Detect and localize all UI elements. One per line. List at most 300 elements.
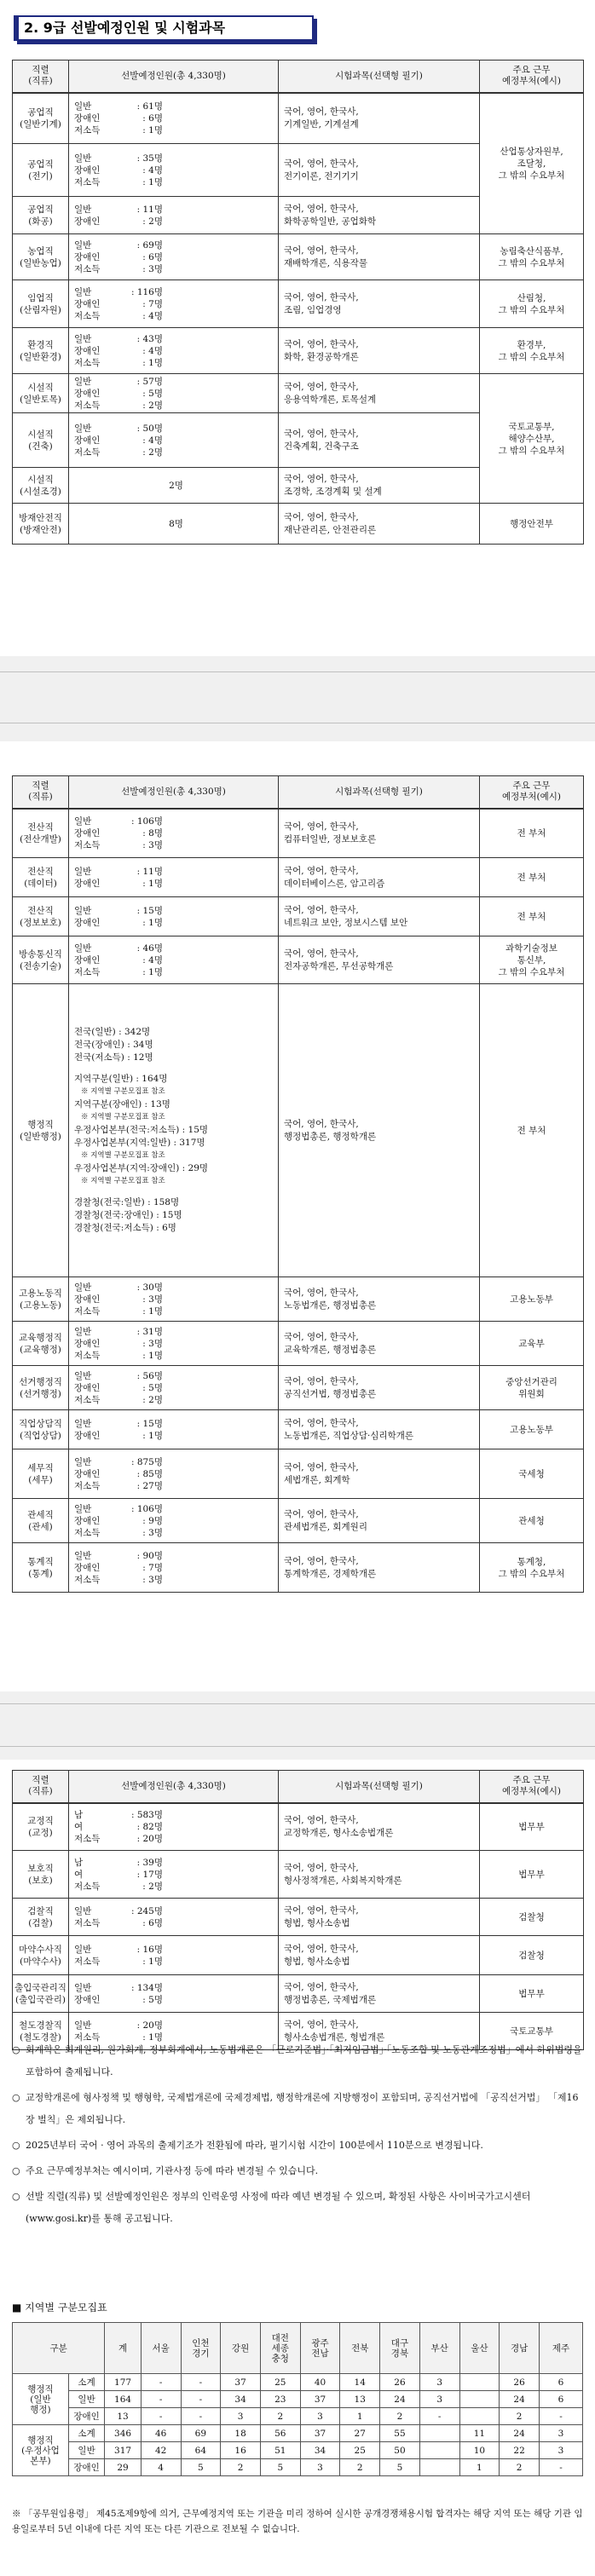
subjects-cell: 국어, 영어, 한국사, 형법, 형사소송법 bbox=[279, 1936, 480, 1975]
quota-line: 지역구분(일반) : 164명 bbox=[74, 1074, 168, 1084]
region-value: - bbox=[141, 2391, 181, 2408]
quota-label: 일반 bbox=[74, 815, 92, 827]
header-quota: 선발예정인원(총 4,330명) bbox=[69, 61, 279, 93]
region-value: - bbox=[539, 2408, 582, 2425]
table-row bbox=[13, 1851, 584, 1899]
quota-count: : 1명 bbox=[142, 878, 163, 889]
region-value: 37 bbox=[300, 2391, 340, 2408]
quota-label: 일반 bbox=[74, 1905, 92, 1916]
region-value: 4 bbox=[141, 2459, 181, 2476]
note-item bbox=[12, 2135, 583, 2157]
subjects-cell: 국어, 영어, 한국사, 행정법총론, 행정학개론 bbox=[279, 984, 480, 1277]
quota-line bbox=[74, 1821, 278, 1833]
quota-line bbox=[74, 1527, 278, 1539]
quota-count: : 875명 bbox=[130, 1456, 163, 1467]
region-value bbox=[419, 2459, 459, 2476]
bullet-icon: ○ bbox=[12, 2092, 20, 2103]
region-value: 25 bbox=[340, 2442, 380, 2459]
region-value: 51 bbox=[260, 2442, 300, 2459]
region-value: - bbox=[141, 2408, 181, 2425]
job-cell: 시설직 (시설조경) bbox=[13, 468, 69, 504]
org-cell: 교육부 bbox=[480, 1322, 584, 1366]
bullet-icon: ○ bbox=[12, 2044, 20, 2055]
job-cell: 보호직 (보호) bbox=[13, 1851, 69, 1899]
org-cell: 전 부처 bbox=[480, 809, 584, 858]
quota-line bbox=[74, 1857, 278, 1869]
region-value: 5 bbox=[260, 2459, 300, 2476]
quota-cell bbox=[69, 809, 279, 858]
job-cell: 공업직 (일반기계) bbox=[13, 93, 69, 144]
quota-count: : 6명 bbox=[142, 112, 163, 124]
region-type: 일반 bbox=[68, 2391, 104, 2408]
table-row bbox=[13, 1366, 584, 1410]
subjects-cell: 국어, 영어, 한국사, 화학, 환경공학개론 bbox=[279, 328, 480, 374]
subjects-cell: 국어, 영어, 한국사, 통계학개론, 경제학개론 bbox=[279, 1543, 480, 1593]
quota-note: ※ 지역별 구분모집표 참조 bbox=[81, 1087, 165, 1096]
bullet-icon: ○ bbox=[12, 2140, 20, 2151]
quota-line bbox=[74, 357, 278, 369]
quota-line bbox=[74, 423, 278, 435]
quota-cell bbox=[69, 144, 279, 197]
quota-label: 장애인 bbox=[74, 1994, 101, 2005]
subjects-cell: 국어, 영어, 한국사, 조경학, 조경계획 및 설계 bbox=[279, 468, 480, 504]
quota-cell bbox=[69, 504, 279, 545]
region-value: 16 bbox=[221, 2442, 261, 2459]
org-cell: 국세청 bbox=[480, 1449, 584, 1499]
quota-label: 저소득 bbox=[74, 1305, 101, 1317]
table-row bbox=[13, 1803, 584, 1851]
quota-label: 저소득 bbox=[74, 1917, 101, 1928]
note-text: 교정학개론에 형사정책 및 행형학, 국제법개론에 국제경제법, 행정학개론에 지방행정이 포함되며, 공직선거법에 「공직선거법」 「제16장 벌칙」은 제외됩니다. bbox=[26, 2092, 579, 2125]
quota-cell bbox=[69, 197, 279, 234]
quota-count: : 116명 bbox=[130, 286, 163, 297]
quota-cell bbox=[69, 984, 279, 1277]
job-cell: 임업직 (산림자원) bbox=[13, 280, 69, 328]
quota-line bbox=[74, 251, 278, 263]
subjects-cell: 국어, 영어, 한국사, 기계일반, 기계설계 bbox=[279, 93, 480, 144]
region-value: 3 bbox=[419, 2391, 459, 2408]
quota-label: 장애인 bbox=[74, 1382, 101, 1393]
region-value: 3 bbox=[539, 2425, 582, 2442]
quota-cell bbox=[69, 93, 279, 144]
quota-line bbox=[74, 1833, 278, 1845]
quota-cell bbox=[69, 1543, 279, 1593]
table-row bbox=[13, 280, 584, 328]
quota-count: : 4명 bbox=[142, 164, 163, 176]
quota-line bbox=[74, 333, 278, 345]
quota-line bbox=[74, 388, 278, 400]
region-header: 제주 bbox=[539, 2323, 582, 2374]
quota-count: : 1명 bbox=[142, 917, 163, 928]
quota-count: : 583명 bbox=[130, 1809, 163, 1820]
note-item bbox=[12, 2160, 583, 2182]
quota-line bbox=[74, 1430, 278, 1442]
job-cell: 철도경찰직 (철도경찰) bbox=[13, 2013, 69, 2050]
notes-list bbox=[12, 2039, 583, 2233]
quota-line bbox=[74, 1338, 278, 1350]
quota-line bbox=[74, 1956, 278, 1968]
quota-line bbox=[74, 1550, 278, 1562]
quota-line bbox=[74, 966, 278, 978]
quota-line: 우정사업본부(지역:일반) : 317명 bbox=[74, 1138, 205, 1148]
quota-count: : 245명 bbox=[130, 1905, 163, 1916]
quota-line bbox=[74, 112, 278, 124]
region-value: 2 bbox=[340, 2459, 380, 2476]
quota-label: 일반 bbox=[74, 239, 92, 251]
quota-label: 저소득 bbox=[74, 1881, 101, 1892]
subjects-cell: 국어, 영어, 한국사, 형사소송법개론, 형법개론 bbox=[279, 2013, 480, 2050]
header-subjects: 시험과목(선택형 필기) bbox=[279, 61, 480, 93]
quota-count: : 30명 bbox=[136, 1282, 163, 1293]
region-value: 34 bbox=[221, 2391, 261, 2408]
region-row bbox=[13, 2442, 583, 2459]
org-cell: 전 부처 bbox=[480, 858, 584, 897]
job-cell: 선거행정직 (선거행정) bbox=[13, 1366, 69, 1410]
region-header: 광주 전남 bbox=[300, 2323, 340, 2374]
quota-label: 일반 bbox=[74, 1944, 92, 1955]
region-row bbox=[13, 2408, 583, 2425]
quota-count: : 15명 bbox=[136, 1418, 163, 1429]
org-cell: 산림청, 그 밖의 수요부처 bbox=[480, 280, 584, 328]
region-group: 행정직 (우정사업 본부) bbox=[13, 2425, 69, 2476]
region-value: 2 bbox=[221, 2459, 261, 2476]
region-value: 55 bbox=[380, 2425, 420, 2442]
quota-label: 남 bbox=[74, 1809, 84, 1820]
quota-label: 저소득 bbox=[74, 357, 101, 368]
quota-label: 저소득 bbox=[74, 124, 101, 135]
region-value bbox=[459, 2408, 500, 2425]
note-item bbox=[12, 2039, 583, 2083]
region-value: 37 bbox=[300, 2425, 340, 2442]
page-2 bbox=[0, 741, 595, 1691]
quota-line bbox=[74, 1370, 278, 1382]
quota-line bbox=[74, 263, 278, 275]
job-cell: 방송통신직 (전송기술) bbox=[13, 936, 69, 984]
job-cell: 전산직 (정보보호) bbox=[13, 897, 69, 936]
quota-line: 경찰청(전국:일반) : 158명 bbox=[74, 1197, 180, 1207]
region-value: 34 bbox=[300, 2442, 340, 2459]
job-cell: 환경직 (일반환경) bbox=[13, 328, 69, 374]
org-cell: 고용노동부 bbox=[480, 1277, 584, 1322]
quota-count: : 2명 bbox=[142, 400, 163, 411]
subjects-cell: 국어, 영어, 한국사, 노동법개론, 행정법총론 bbox=[279, 1277, 480, 1322]
org-cell: 통계청, 그 밖의 수요부처 bbox=[480, 1543, 584, 1593]
quota-line bbox=[74, 1294, 278, 1305]
table-row bbox=[13, 1322, 584, 1366]
region-value: 18 bbox=[221, 2425, 261, 2442]
region-type: 장애인 bbox=[68, 2459, 104, 2476]
quota-count: : 90명 bbox=[136, 1550, 163, 1561]
quota-line bbox=[74, 435, 278, 447]
quota-count: : 11명 bbox=[136, 866, 163, 877]
region-header: 울산 bbox=[459, 2323, 500, 2374]
quota-count: : 2명 bbox=[142, 447, 163, 458]
quota-line bbox=[74, 400, 278, 412]
quota-cell bbox=[69, 897, 279, 936]
quota-label: 저소득 bbox=[74, 839, 101, 850]
quota-line bbox=[74, 1468, 278, 1480]
region-value: 42 bbox=[141, 2442, 181, 2459]
subjects-cell: 국어, 영어, 한국사, 조림, 임업경영 bbox=[279, 280, 480, 328]
quota-count: : 1명 bbox=[142, 1350, 163, 1361]
quota-count: : 134명 bbox=[130, 1982, 163, 1993]
quota-label: 일반 bbox=[74, 1370, 92, 1381]
subjects-cell: 국어, 영어, 한국사, 노동법개론, 직업상담·심리학개론 bbox=[279, 1410, 480, 1449]
job-cell: 통계직 (통계) bbox=[13, 1543, 69, 1593]
region-value: - bbox=[141, 2374, 181, 2391]
quota-cell bbox=[69, 280, 279, 328]
quota-count: : 15명 bbox=[136, 905, 163, 916]
quota-line bbox=[74, 1905, 278, 1917]
quota-label: 장애인 bbox=[74, 112, 101, 124]
job-cell: 시설직 (건축) bbox=[13, 413, 69, 468]
region-value: 3 bbox=[539, 2442, 582, 2459]
quota-cell bbox=[69, 1975, 279, 2013]
quota-cell bbox=[69, 1499, 279, 1543]
org-cell: 검찰청 bbox=[480, 1899, 584, 1936]
exam-table-3 bbox=[12, 1770, 584, 2050]
quota-label: 장애인 bbox=[74, 164, 101, 176]
region-value: 164 bbox=[105, 2391, 141, 2408]
region-value: 177 bbox=[105, 2374, 141, 2391]
quota-count: : 7명 bbox=[142, 1562, 163, 1573]
region-type: 장애인 bbox=[68, 2408, 104, 2425]
org-cell: 검찰청 bbox=[480, 1936, 584, 1975]
region-type: 일반 bbox=[68, 2442, 104, 2459]
region-value: 22 bbox=[500, 2442, 540, 2459]
region-value: 26 bbox=[500, 2374, 540, 2391]
region-value: 2 bbox=[380, 2408, 420, 2425]
job-cell: 교육행정직 (교육행정) bbox=[13, 1322, 69, 1366]
subjects-cell: 국어, 영어, 한국사, 재배학개론, 식용작물 bbox=[279, 234, 480, 280]
region-value: 23 bbox=[260, 2391, 300, 2408]
job-cell: 전산직 (전산개발) bbox=[13, 809, 69, 858]
quota-count: : 50명 bbox=[136, 423, 163, 434]
quota-label: 장애인 bbox=[74, 954, 101, 965]
quota-line bbox=[74, 1305, 278, 1317]
quota-label: 장애인 bbox=[74, 1562, 101, 1573]
quota-line bbox=[74, 815, 278, 827]
table-row bbox=[13, 1449, 584, 1499]
region-header: 대전 세종 충청 bbox=[260, 2323, 300, 2374]
quota-count: : 82명 bbox=[136, 1821, 163, 1832]
quota-count: : 39명 bbox=[136, 1857, 163, 1868]
quota-cell bbox=[69, 858, 279, 897]
table-row bbox=[13, 984, 584, 1277]
quota-label: 일반 bbox=[74, 153, 92, 164]
quota-label: 남 bbox=[74, 1857, 84, 1868]
quota-line bbox=[74, 216, 278, 228]
quota-label: 여 bbox=[74, 1869, 84, 1880]
job-cell: 출입국관리직 (출입국관리) bbox=[13, 1975, 69, 2013]
subjects-cell: 국어, 영어, 한국사, 컴퓨터일반, 정보보호론 bbox=[279, 809, 480, 858]
region-header: 강원 bbox=[221, 2323, 261, 2374]
quota-label: 장애인 bbox=[74, 298, 101, 309]
header-subjects: 시험과목(선택형 필기) bbox=[279, 776, 480, 809]
quota-count: : 7명 bbox=[142, 298, 163, 309]
quota-line bbox=[74, 1881, 278, 1893]
quota-cell bbox=[69, 1277, 279, 1322]
quota-count: : 1명 bbox=[142, 1956, 163, 1967]
quota-count: : 20명 bbox=[136, 2020, 163, 2031]
table-row bbox=[13, 1499, 584, 1543]
quota-line bbox=[74, 1382, 278, 1394]
quota-count: : 46명 bbox=[136, 942, 163, 954]
region-value: - bbox=[181, 2391, 221, 2408]
org-cell: 환경부, 그 밖의 수요부처 bbox=[480, 328, 584, 374]
region-value: 37 bbox=[221, 2374, 261, 2391]
note-text: 회계학은 회계원리, 원가회계, 정부회계에서, 노동법개론은 「근로기준법」·「최저임금법」·「노동조합 및 노동관계조정법」에서 하위법령을 포함하여 출제됩니다. bbox=[26, 2044, 582, 2078]
region-header: 서울 bbox=[141, 2323, 181, 2374]
quota-label: 저소득 bbox=[74, 1956, 101, 1967]
note-text: 주요 근무예정부처는 예시이며, 기관사정 등에 따라 변경될 수 있습니다. bbox=[26, 2165, 319, 2176]
region-row bbox=[13, 2391, 583, 2408]
quota-line bbox=[74, 1350, 278, 1362]
quota-line bbox=[74, 1869, 278, 1881]
org-cell: 국토교통부, 해양수산부, 그 밖의 수요부처 bbox=[480, 374, 584, 504]
region-value: 2 bbox=[260, 2408, 300, 2425]
subjects-cell: 국어, 영어, 한국사, 교정학개론, 형사소송법개론 bbox=[279, 1803, 480, 1851]
region-type: 소계 bbox=[68, 2425, 104, 2442]
quota-cell bbox=[69, 1936, 279, 1975]
quota-note: ※ 지역별 구분모집표 참조 bbox=[81, 1177, 165, 1185]
quota-line bbox=[74, 1480, 278, 1492]
quota-count: : 16명 bbox=[136, 1944, 163, 1955]
header-job: 직렬 (직류) bbox=[13, 1771, 69, 1803]
quota-label: 저소득 bbox=[74, 1527, 101, 1538]
quota-label: 일반 bbox=[74, 1503, 92, 1514]
quota-line bbox=[74, 954, 278, 966]
subjects-cell: 국어, 영어, 한국사, 건축계획, 건축구조 bbox=[279, 413, 480, 468]
quota-label: 장애인 bbox=[74, 1468, 101, 1479]
note-text: 2025년부터 국어 · 영어 과목의 출제기조가 전환됨에 따라, 필기시험 시간이 100분에서 110분으로 변경됩니다. bbox=[26, 2140, 483, 2151]
quota-line: 전국(장애인) : 34명 bbox=[74, 1040, 153, 1050]
region-value: 69 bbox=[181, 2425, 221, 2442]
region-row bbox=[13, 2374, 583, 2391]
quota-count: : 106명 bbox=[130, 815, 163, 827]
table-row bbox=[13, 897, 584, 936]
note-item bbox=[12, 2186, 583, 2230]
quota-note: ※ 지역별 구분모집표 참조 bbox=[81, 1113, 165, 1121]
table-row bbox=[13, 1936, 584, 1975]
quota-label: 장애인 bbox=[74, 1430, 101, 1441]
job-cell: 마약수사직 (마약수사) bbox=[13, 1936, 69, 1975]
quota-label: 저소득 bbox=[74, 1350, 101, 1361]
org-cell: 관세청 bbox=[480, 1499, 584, 1543]
page-gap bbox=[0, 1691, 595, 1760]
region-header: 부산 bbox=[419, 2323, 459, 2374]
quota-line bbox=[74, 827, 278, 839]
quota-label: 장애인 bbox=[74, 1515, 101, 1526]
quota-count: : 6명 bbox=[142, 251, 163, 262]
quota-label: 여 bbox=[74, 1821, 84, 1832]
region-row bbox=[13, 2459, 583, 2476]
job-cell: 검찰직 (검찰) bbox=[13, 1899, 69, 1936]
quota-count: : 9명 bbox=[142, 1515, 163, 1526]
region-value: 2 bbox=[500, 2408, 540, 2425]
subjects-cell: 국어, 영어, 한국사, 화학공학일반, 공업화학 bbox=[279, 197, 480, 234]
quota-line bbox=[74, 1982, 278, 1994]
quota-label: 저소득 bbox=[74, 966, 101, 977]
region-value: 14 bbox=[340, 2374, 380, 2391]
quota-count: : 43명 bbox=[136, 333, 163, 344]
quota-line bbox=[74, 942, 278, 954]
quota-line bbox=[74, 1809, 278, 1821]
region-value: 6 bbox=[539, 2391, 582, 2408]
quota-count: : 4명 bbox=[142, 310, 163, 321]
quota-count: : 4명 bbox=[142, 954, 163, 965]
table-row bbox=[13, 328, 584, 374]
region-value: 317 bbox=[105, 2442, 141, 2459]
job-cell: 공업직 (전기) bbox=[13, 144, 69, 197]
region-header: 구분 bbox=[13, 2323, 105, 2374]
org-cell: 법무부 bbox=[480, 1975, 584, 2013]
quota-count: : 2명 bbox=[142, 216, 163, 227]
quota-line bbox=[74, 917, 278, 929]
region-value: 1 bbox=[459, 2459, 500, 2476]
job-cell: 고용노동직 (고용노동) bbox=[13, 1277, 69, 1322]
quota-line bbox=[74, 345, 278, 357]
quota-label: 장애인 bbox=[74, 345, 101, 356]
job-cell: 시설직 (일반토목) bbox=[13, 374, 69, 413]
quota-cell bbox=[69, 1410, 279, 1449]
job-cell: 전산직 (데이터) bbox=[13, 858, 69, 897]
quota-label: 저소득 bbox=[74, 1833, 101, 1844]
quota-count: : 5명 bbox=[142, 1994, 163, 2005]
quota-line bbox=[74, 905, 278, 917]
region-value: 3 bbox=[300, 2408, 340, 2425]
quota-count: : 1명 bbox=[142, 124, 163, 135]
quota-count: : 27명 bbox=[136, 1480, 163, 1491]
region-value: 346 bbox=[105, 2425, 141, 2442]
quota-count: : 4명 bbox=[142, 345, 163, 356]
header-job: 직렬 (직류) bbox=[13, 61, 69, 93]
subjects-cell: 국어, 영어, 한국사, 응용역학개론, 토목설계 bbox=[279, 374, 480, 413]
quota-count: : 2명 bbox=[142, 1394, 163, 1405]
region-header: 경남 bbox=[500, 2323, 540, 2374]
quota-cell bbox=[69, 413, 279, 468]
quota-line bbox=[74, 878, 278, 890]
page-gap bbox=[0, 656, 595, 741]
region-value: 25 bbox=[260, 2374, 300, 2391]
org-cell: 과학기술정보 통신부, 그 밖의 수요부처 bbox=[480, 936, 584, 984]
quota-line bbox=[74, 866, 278, 878]
quota-count: : 3명 bbox=[142, 263, 163, 274]
quota-count: : 6명 bbox=[142, 1917, 163, 1928]
region-value: 27 bbox=[340, 2425, 380, 2442]
region-value: 1 bbox=[340, 2408, 380, 2425]
quota-line bbox=[74, 1515, 278, 1527]
note-item bbox=[12, 2087, 583, 2131]
header-quota: 선발예정인원(총 4,330명) bbox=[69, 1771, 279, 1803]
table-row bbox=[13, 858, 584, 897]
quota-label: 일반 bbox=[74, 423, 92, 434]
quota-line bbox=[74, 839, 278, 851]
quota-label: 일반 bbox=[74, 204, 92, 215]
quota-label: 일반 bbox=[74, 1282, 92, 1293]
org-cell: 산업통상자원부, 조달청, 그 밖의 수요부처 bbox=[480, 93, 584, 234]
region-value bbox=[459, 2391, 500, 2408]
bullet-icon: ○ bbox=[12, 2191, 20, 2202]
region-value: 11 bbox=[459, 2425, 500, 2442]
quota-label: 저소득 bbox=[74, 447, 101, 458]
subjects-cell: 국어, 영어, 한국사, 데이터베이스론, 암고리즘 bbox=[279, 858, 480, 897]
quota-count: : 85명 bbox=[136, 1468, 163, 1479]
quota-cell bbox=[69, 1899, 279, 1936]
subjects-cell: 국어, 영어, 한국사, 재난관리론, 안전관리론 bbox=[279, 504, 480, 545]
quota-label: 장애인 bbox=[74, 388, 101, 399]
subjects-cell: 국어, 영어, 한국사, 교육학개론, 행정법총론 bbox=[279, 1322, 480, 1366]
